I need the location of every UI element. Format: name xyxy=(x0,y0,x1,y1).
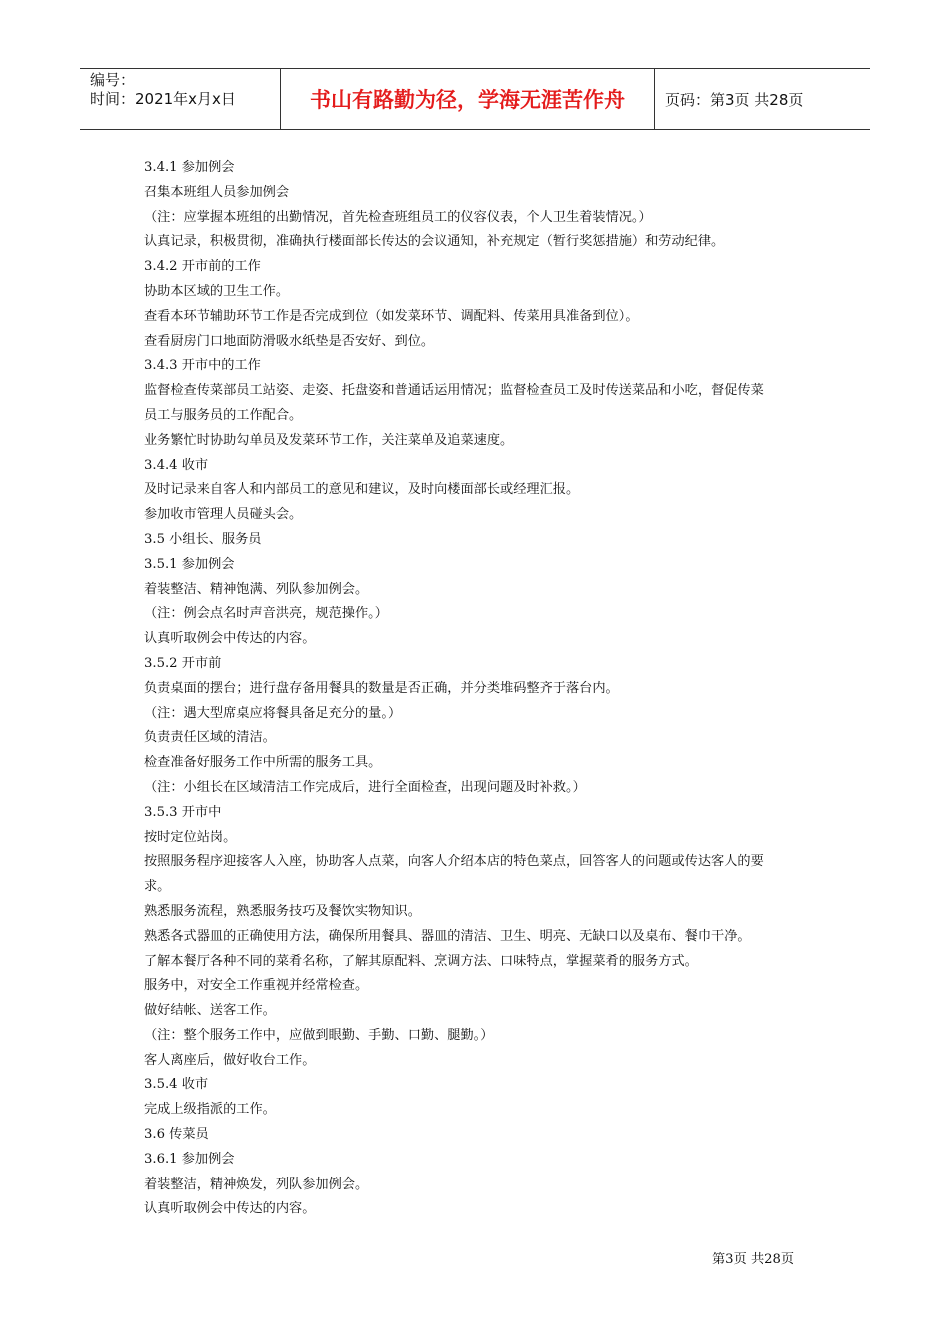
header-motto: 书山有路勤为径，学海无涯苦作舟 xyxy=(281,69,655,129)
text-line: 3.4.4 收市 xyxy=(144,457,209,473)
text-line: 熟悉各式器皿的正确使用方法，确保所用餐具、器皿的清洁、卫生、明亮、无缺口以及桌布、餐巾干净。 xyxy=(144,928,751,944)
text-line: 及时记录来自客人和内部员工的意见和建议，及时向楼面部长或经理汇报。 xyxy=(144,482,580,498)
text-line: 求。 xyxy=(144,879,171,895)
text-line: 3.4.3 开市中的工作 xyxy=(144,358,261,374)
text-line: 监督检查传菜部员工站姿、走姿、托盘姿和普通话运用情况；监督检查员工及时传送菜品和小吃，督促传菜 xyxy=(144,383,764,399)
document-body xyxy=(144,156,814,1222)
text-line: 完成上级指派的工作。 xyxy=(144,1102,276,1118)
text-line: 认真听取例会中传达的内容。 xyxy=(144,1201,316,1217)
header-meta xyxy=(80,69,281,129)
page-header xyxy=(80,68,870,130)
text-line: 按照服务程序迎接客人入座，协助客人点菜，向客人介绍本店的特色菜点，回答客人的问题或传达客人的要 xyxy=(144,854,764,870)
text-line: 检查准备好服务工作中所需的服务工具。 xyxy=(144,755,382,771)
text-line: 着装整洁，精神焕发，列队参加例会。 xyxy=(144,1176,369,1192)
text-line: 熟悉服务流程，熟悉服务技巧及餐饮实物知识。 xyxy=(144,903,421,919)
text-line: 参加收市管理人员碰头会。 xyxy=(144,507,303,523)
text-line: 3.6.1 参加例会 xyxy=(144,1151,235,1167)
text-line: （注：例会点名时声音洪亮，规范操作。） xyxy=(144,606,388,622)
text-line: 3.5 小组长、服务员 xyxy=(144,531,262,547)
text-line: 3.5.4 收市 xyxy=(144,1077,209,1093)
text-line: 了解本餐厅各种不同的菜肴名称，了解其原配料、烹调方法、口味特点，掌握菜肴的服务方式。 xyxy=(144,953,698,969)
header-page-info: 页码：第3页 共28页 xyxy=(665,90,804,109)
text-line: 服务中，对安全工作重视并经常检查。 xyxy=(144,978,369,994)
page-footer: 第3页 共28页 xyxy=(712,1252,795,1267)
text-line: 查看本环节辅助环节工作是否完成到位（如发菜环节、调配料、传菜用具准备到位）。 xyxy=(144,308,639,324)
text-line: 3.4.2 开市前的工作 xyxy=(144,259,261,275)
time-label: 时间：2021年x月x日 xyxy=(90,90,236,108)
text-line: 协助本区域的卫生工作。 xyxy=(144,283,290,299)
text-line: 业务繁忙时协助勾单员及发菜环节工作，关注菜单及追菜速度。 xyxy=(144,432,514,448)
text-line: 3.5.2 开市前 xyxy=(144,655,222,671)
text-line: 着装整洁、精神饱满、列队参加例会。 xyxy=(144,581,369,597)
text-line: （注：遇大型席桌应将餐具备足充分的量。） xyxy=(144,705,402,721)
text-line: 召集本班组人员参加例会 xyxy=(144,184,290,200)
text-line: 查看厨房门口地面防滑吸水纸垫是否安好、到位。 xyxy=(144,333,435,349)
text-line: 3.5.1 参加例会 xyxy=(144,556,235,572)
text-line: 按时定位站岗。 xyxy=(144,829,237,845)
text-line: 客人离座后，做好收台工作。 xyxy=(144,1052,316,1068)
text-line: 3.4.1 参加例会 xyxy=(144,160,235,175)
text-line: 做好结帐、送客工作。 xyxy=(144,1003,276,1019)
text-line: （注：整个服务工作中，应做到眼勤、手勤、口勤、腿勤。） xyxy=(144,1027,494,1043)
text-line: 3.6 传菜员 xyxy=(144,1127,209,1143)
text-line: 认真记录，积极贯彻，准确执行楼面部长传达的会议通知，补充规定（暂行奖惩措施）和劳动纪律。 xyxy=(144,234,725,250)
text-line: 员工与服务员的工作配合。 xyxy=(144,407,303,423)
text-line: 负责责任区域的清洁。 xyxy=(144,730,276,746)
text-line: 认真听取例会中传达的内容。 xyxy=(144,631,316,647)
text-line: 负责桌面的摆台；进行盘存备用餐具的数量是否正确，并分类堆码整齐于落台内。 xyxy=(144,680,619,696)
serial-label: 编号： xyxy=(90,71,136,89)
text-line: （注：应掌握本班组的出勤情况，首先检查班组员工的仪容仪表，个人卫生着装情况。） xyxy=(144,209,652,225)
text-line: （注：小组长在区域清洁工作完成后，进行全面检查，出现问题及时补救。） xyxy=(144,779,586,795)
text-line: 3.5.3 开市中 xyxy=(144,804,222,820)
